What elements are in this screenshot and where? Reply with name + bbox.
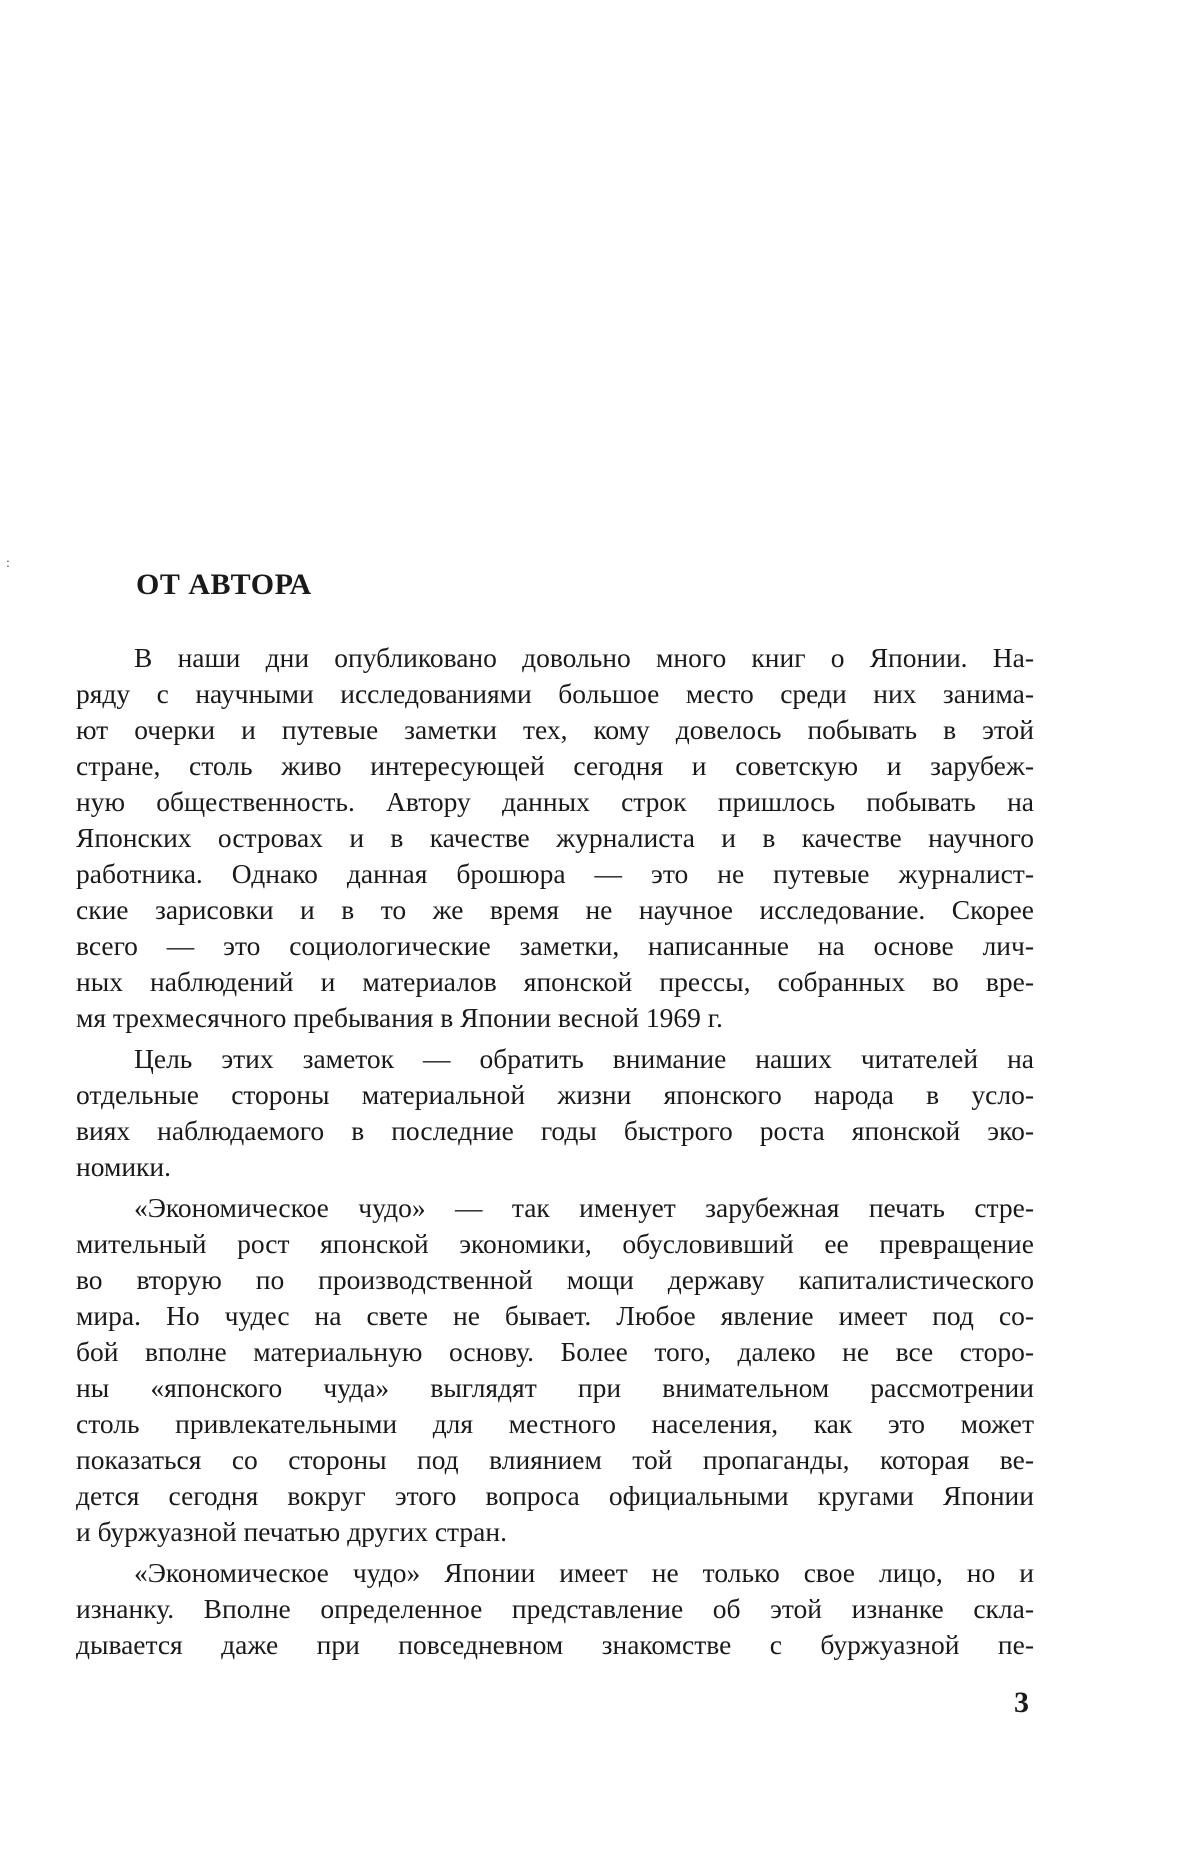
body-text [76, 640, 1034, 1663]
text-line: «Экономическое чудо» — так именует зарубежная печать стре- [134, 1192, 1034, 1223]
text-line: и буржуазной печатью других стран. [76, 1516, 507, 1547]
text-line: мя трехмесячного пребывания в Японии весной 1969 г. [76, 1002, 723, 1033]
text-line: отдельные стороны материальной жизни японского народа в усло- [76, 1079, 1034, 1110]
section-heading: ОТ АВТОРА [136, 568, 312, 601]
text-line: ных наблюдений и материалов японской прессы, собранных во вре- [76, 966, 1034, 997]
text-line: мительный рост японской экономики, обусловивший ее превращение [76, 1228, 1034, 1259]
text-line: бой вполне материальную основу. Более того, далеко не все сторо- [76, 1336, 1034, 1367]
text-line: ную общественность. Автору данных строк пришлось побывать на [76, 786, 1034, 817]
text-line: изнанку. Вполне определенное представление об этой изнанке скла- [76, 1593, 1034, 1624]
text-line: виях наблюдаемого в последние годы быстрого роста японской эко- [76, 1115, 1034, 1146]
margin-mark: : [6, 556, 10, 571]
text-line: стране, столь живо интересующей сегодня и советскую и зарубеж- [76, 750, 1034, 781]
text-line: ны «японского чуда» выглядят при внимательном рассмотрении [76, 1372, 1034, 1403]
text-line: столь привлекательными для местного населения, как это может [76, 1408, 1034, 1439]
page-number: 3 [1014, 1686, 1029, 1719]
text-line: ские зарисовки и в то же время не научное исследование. Скорее [76, 894, 1034, 925]
paragraph [76, 1555, 1034, 1663]
text-line: ряду с научными исследованиями большое место среди них занима- [76, 678, 1034, 709]
paragraph [76, 640, 1034, 1036]
text-line: мира. Но чудес на свете не бывает. Любое явление имеет под со- [76, 1300, 1034, 1331]
paragraph [76, 1190, 1034, 1550]
paragraph [76, 1041, 1034, 1185]
text-line: ют очерки и путевые заметки тех, кому довелось побывать в этой [76, 714, 1034, 745]
text-line: «Экономическое чудо» Японии имеет не только свое лицо, но и [134, 1557, 1034, 1588]
text-line: работника. Однако данная брошюра — это не путевые журналист- [76, 858, 1034, 889]
text-line: Японских островах и в качестве журналиста и в качестве научного [76, 822, 1034, 853]
text-line: всего — это социологические заметки, написанные на основе лич- [76, 930, 1034, 961]
text-line: Цель этих заметок — обратить внимание наших читателей на [134, 1043, 1034, 1074]
text-line: В наши дни опубликовано довольно много книг о Японии. На- [134, 642, 1034, 673]
text-line: показаться со стороны под влиянием той пропаганды, которая ве- [76, 1444, 1034, 1475]
text-line: дывается даже при повседневном знакомстве с буржуазной пе- [76, 1629, 1034, 1660]
text-line: во вторую по производственной мощи державу капиталистического [76, 1264, 1034, 1295]
text-line: дется сегодня вокруг этого вопроса официальными кругами Японии [76, 1480, 1034, 1511]
text-line: номики. [76, 1151, 172, 1182]
